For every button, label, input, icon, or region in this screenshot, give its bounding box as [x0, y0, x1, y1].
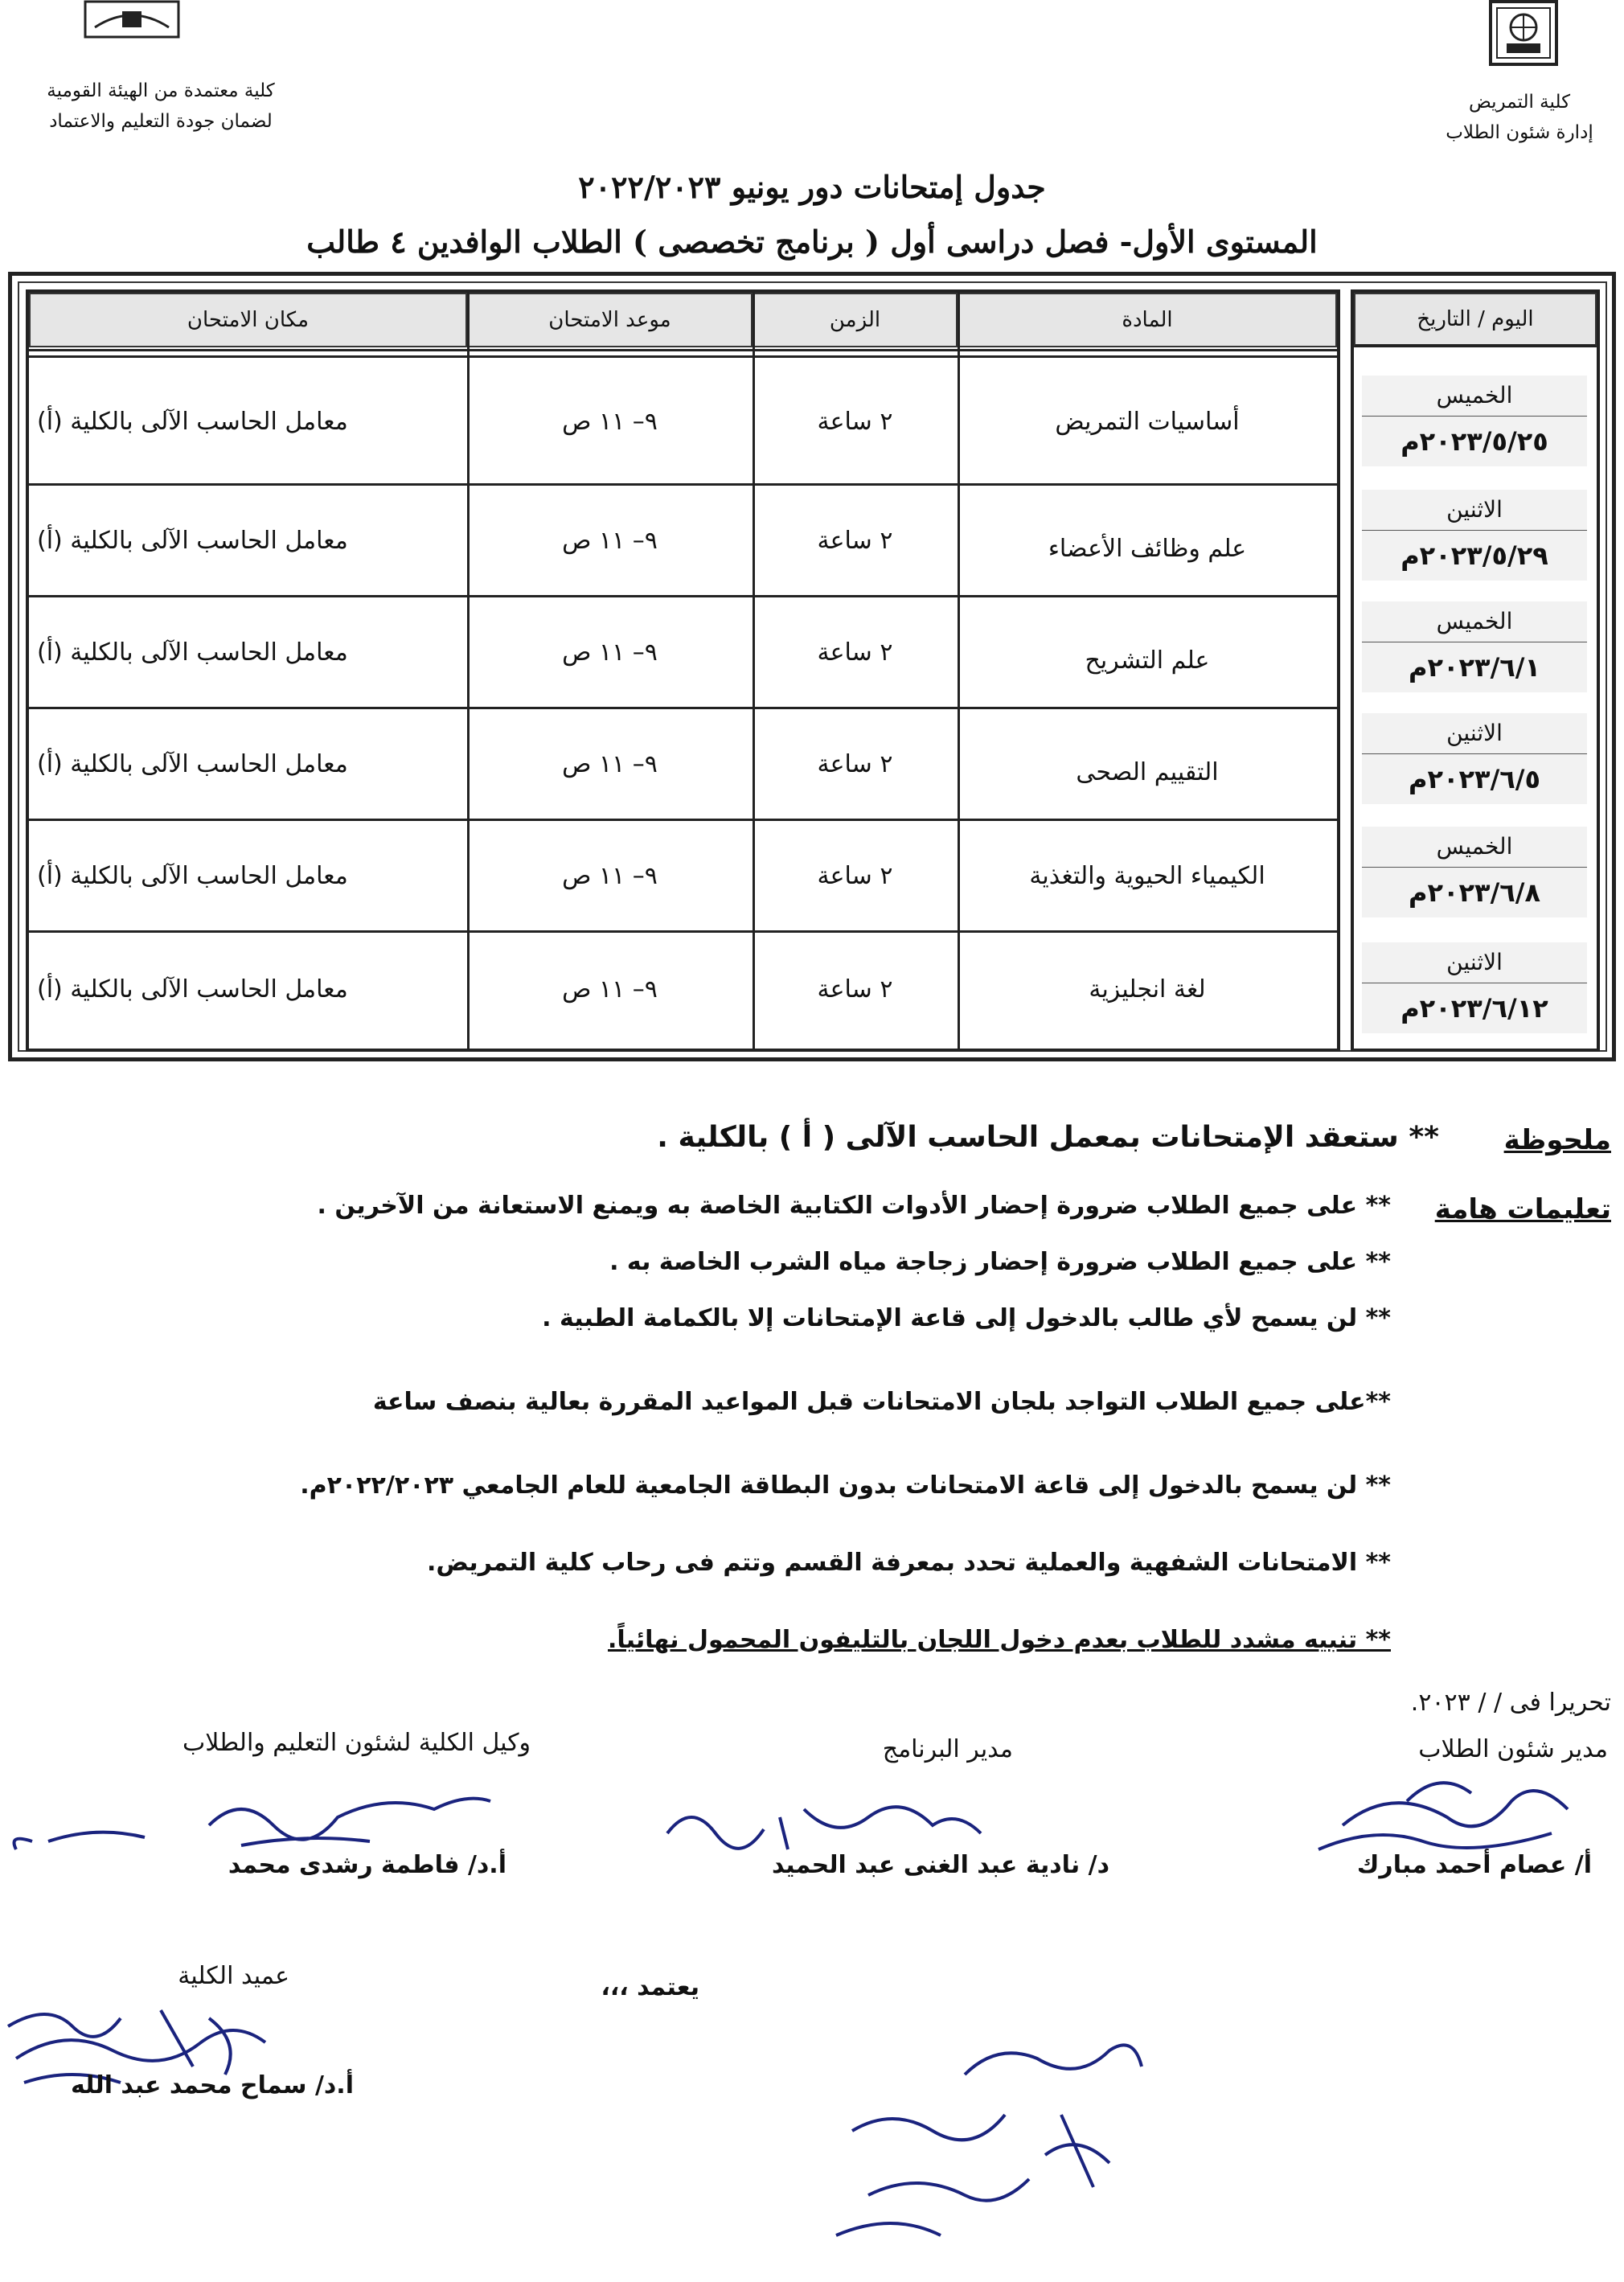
row-5-date: ٢٠٢٣/٦/٨م [1362, 868, 1587, 917]
row-2-place: معامل الحاسب الآلى بالكلية (أ) [37, 526, 348, 555]
row-3-place: معامل الحاسب الآلى بالكلية (أ) [37, 638, 348, 667]
row-1-subject: أساسيات التمريض [1055, 407, 1240, 436]
row-4-subject: التقييم الصحى [1076, 757, 1219, 786]
instruction-6: ** الامتحانات الشفهية والعملية تحدد بمعرفة القسم وتتم فى رحاب كلية التمريض. [427, 1549, 1391, 1577]
row-3-time: ٩– ١١ ص [562, 638, 658, 667]
program-director-title: مدير البرنامج [882, 1735, 1013, 1763]
row-2-day-date [1362, 490, 1587, 581]
accreditation-line-1: كلية معتمدة من الهيئة القومية [47, 80, 275, 101]
row-4-day-date [1362, 713, 1587, 804]
row-1-place: معامل الحاسب الآلى بالكلية (أ) [37, 407, 348, 436]
header-day-date: اليوم / التاريخ [1354, 293, 1597, 347]
row-1-day: الخميس [1362, 376, 1587, 417]
vice-dean-title: وكيل الكلية لشئون التعليم والطلاب [182, 1729, 531, 1757]
faculty-logo [1487, 0, 1560, 66]
row-1-day-date [1362, 376, 1587, 466]
note-text: ** ستعقد الإمتحانات بمعمل الحاسب الآلى ( أ ) بالكلية . [657, 1121, 1439, 1154]
instructions-label: تعليمات هامة [1434, 1193, 1611, 1225]
row-6-subject: لغة انجليزية [1089, 975, 1206, 1004]
row-4-place: معامل الحاسب الآلى بالكلية (أ) [37, 749, 348, 778]
accreditation-logo [84, 0, 180, 39]
row-1-date: ٢٠٢٣/٥/٢٥م [1362, 417, 1587, 466]
header-duration: الزمن [753, 293, 958, 347]
row-6-day-date [1362, 942, 1587, 1033]
dean-name: أ.د/ سماح محمد عبد الله [70, 2071, 354, 2099]
header-left-block [32, 76, 289, 137]
row-divider [29, 355, 1337, 358]
row-1-time: ٩– ١١ ص [562, 407, 658, 436]
accreditation-line-2: لضمان جودة التعليم والاعتماد [49, 111, 273, 132]
row-4-time: ٩– ١١ ص [562, 749, 658, 778]
instruction-3: ** لن يسمح لأي طالب بالدخول إلى قاعة الإمتحانات إلا بالكمامة الطبية . [542, 1304, 1391, 1332]
row-2-time: ٩– ١١ ص [562, 526, 658, 555]
exam-table [26, 289, 1340, 1052]
program-director-name: د/ نادية عبد الغنى عبد الحميد [771, 1851, 1109, 1879]
student-affairs-name: أ/ عصام أحمد مبارك [1356, 1851, 1592, 1879]
row-6-date: ٢٠٢٣/٦/١٢م [1362, 983, 1587, 1033]
approval-signature [820, 2010, 1158, 2251]
row-6-time: ٩– ١١ ص [562, 975, 658, 1004]
row-5-time: ٩– ١١ ص [562, 861, 658, 890]
instruction-1: ** على جميع الطلاب ضرورة إحضار الأدوات الكتابية الخاصة به ويمنع الاستعانة من الآخرين . [317, 1192, 1391, 1220]
row-6-day: الاثنين [1362, 942, 1587, 983]
row-3-day-date [1362, 601, 1587, 692]
header-place: مكان الامتحان [29, 293, 467, 347]
row-3-subject: علم التشريح [1085, 646, 1210, 675]
page-title: جدول إمتحانات دور يونيو ٢٠٢٢/٢٠٢٣ [578, 169, 1046, 205]
row-3-day: الخميس [1362, 601, 1587, 642]
row-4-date: ٢٠٢٣/٦/٥م [1362, 754, 1587, 804]
row-2-subject: علم وظائف الأعضاء [1048, 534, 1247, 563]
row-5-duration: ٢ ساعة [817, 861, 893, 890]
header-time: موعد الامتحان [467, 293, 753, 347]
date-column-table [1351, 289, 1600, 1052]
instruction-2: ** على جميع الطلاب ضرورة إحضار زجاجة مياه الشرب الخاصة به . [609, 1248, 1391, 1276]
row-4-day: الاثنين [1362, 713, 1587, 754]
row-2-day: الاثنين [1362, 490, 1587, 531]
header-subject: المادة [958, 293, 1337, 347]
row-2-duration: ٢ ساعة [817, 526, 893, 555]
dean-title: عميد الكلية [178, 1962, 289, 1990]
row-5-day: الخميس [1362, 827, 1587, 868]
row-3-date: ٢٠٢٣/٦/١م [1362, 642, 1587, 692]
note-label: ملحوظة [1503, 1124, 1611, 1156]
row-4-duration: ٢ ساعة [817, 749, 893, 778]
vice-dean-name: أ.د/ فاطمة رشدى محمد [228, 1851, 506, 1879]
approval-text: يعتمد ،،، [601, 1973, 699, 2001]
row-6-duration: ٢ ساعة [817, 975, 893, 1004]
instruction-5: ** لن يسمح بالدخول إلى قاعة الامتحانات بدون البطاقة الجامعية للعام الجامعي ٢٠٢٢/٢٠٢٣م. [300, 1471, 1391, 1500]
row-1-duration: ٢ ساعة [817, 407, 893, 436]
department-name: إدارة شئون الطلاب [1446, 122, 1593, 143]
faculty-name: كلية التمريض [1468, 92, 1571, 113]
row-3-duration: ٢ ساعة [817, 638, 893, 667]
header-right-block [1423, 87, 1616, 148]
page-subtitle: المستوى الأول- فصل دراسى أول ( برنامج تخصصى ) الطلاب الوافدين ٤ طالب [306, 224, 1318, 260]
row-5-place: معامل الحاسب الآلى بالكلية (أ) [37, 861, 348, 890]
row-5-subject: الكيمياء الحيوية والتغذية [1029, 861, 1265, 890]
instruction-4: **على جميع الطلاب التواجد بلجان الامتحانات قبل المواعيد المقررة بعالية بنصف ساعة [372, 1388, 1391, 1416]
row-2-date: ٢٠٢٣/٥/٢٩م [1362, 531, 1587, 581]
row-5-day-date [1362, 827, 1587, 917]
instruction-7: ** تنبيه مشدد للطلاب بعدم دخول اللجان بالتليفون المحمول نهائياً. [608, 1626, 1391, 1654]
row-divider [29, 349, 1337, 351]
written-on: تحريرا فى / / ٢٠٢٣. [1410, 1689, 1611, 1717]
row-6-place: معامل الحاسب الآلى بالكلية (أ) [37, 975, 348, 1004]
student-affairs-title: مدير شئون الطلاب [1418, 1735, 1608, 1763]
